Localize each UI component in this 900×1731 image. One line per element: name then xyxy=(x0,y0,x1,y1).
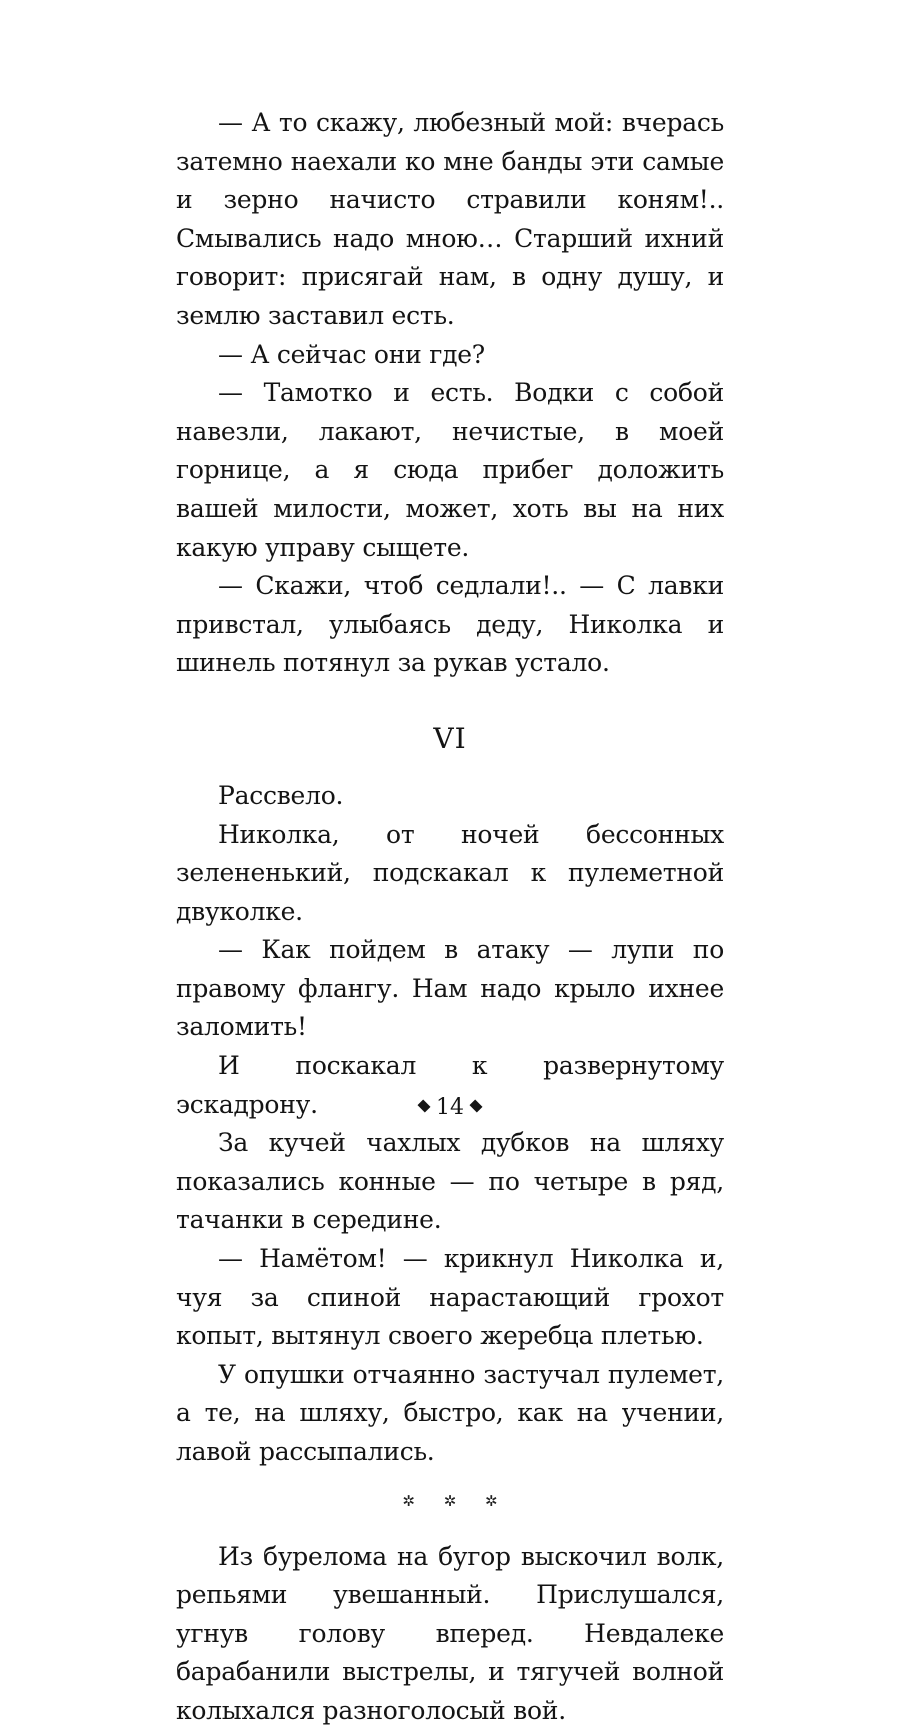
paragraph: — А сейчас они где? xyxy=(218,339,485,369)
paragraph: — А то скажу, любезный мой: вчерась затемно наехали ко мне банды эти самые и зерно начисто стравили коням!.. Смывались надо мною… Старший ихний говорит: присягай нам, в одну душу, и землю заставил есть. xyxy=(176,108,724,330)
paragraph: Николка, от ночей бессонных зелененький, подскакал к пулеметной двуколке. xyxy=(176,819,724,926)
paragraph: — Как пойдем в атаку — лупи по правому флангу. Нам надо крыло ихнее заломить! xyxy=(176,935,724,1042)
paragraph: — Тамотко и есть. Водки с собой навезли, лакают, нечистые, в моей горнице, а я сюда прибег доложить вашей милости, может, хоть вы на них какую управу сыщете. xyxy=(176,378,724,562)
diamond-ornament-icon xyxy=(417,1099,430,1112)
paragraph: — Скажи, чтоб седлали!.. — С лавки привстал, улыбаясь деду, Николка и шинель потянул за рукав устало. xyxy=(176,571,724,678)
section-separator: ✲ ✲ ✲ xyxy=(402,1491,510,1510)
page-footer xyxy=(0,1094,900,1122)
paragraph: И поскакал к развернутому эскадрону. xyxy=(176,1051,724,1119)
page-number: 14 xyxy=(436,1095,464,1120)
paragraph: Рассвело. xyxy=(218,780,344,810)
paragraph: За кучей чахлых дубков на шляху показались конные — по четыре в ряд, тачанки в середине. xyxy=(176,1128,724,1235)
paragraph: — Намётом! — крикнул Николка и, чуя за спиной нарастающий грохот копыт, вытянул своего жеребца плетью. xyxy=(176,1244,724,1351)
chapter-heading: VI xyxy=(433,721,467,755)
paragraph: Из бурелома на бугор выскочил волк, репьями увешанный. Прислушался, угнув голову вперед. Невдалеке барабанили выстрелы, и тягучей волной колыхался разноголосый вой. xyxy=(176,1541,724,1725)
page-body xyxy=(176,104,724,1731)
diamond-ornament-icon xyxy=(469,1099,482,1112)
paragraph: У опушки отчаянно застучал пулемет, а те, на шляху, быстро, как на учении, лавой рассыпались. xyxy=(176,1359,724,1466)
